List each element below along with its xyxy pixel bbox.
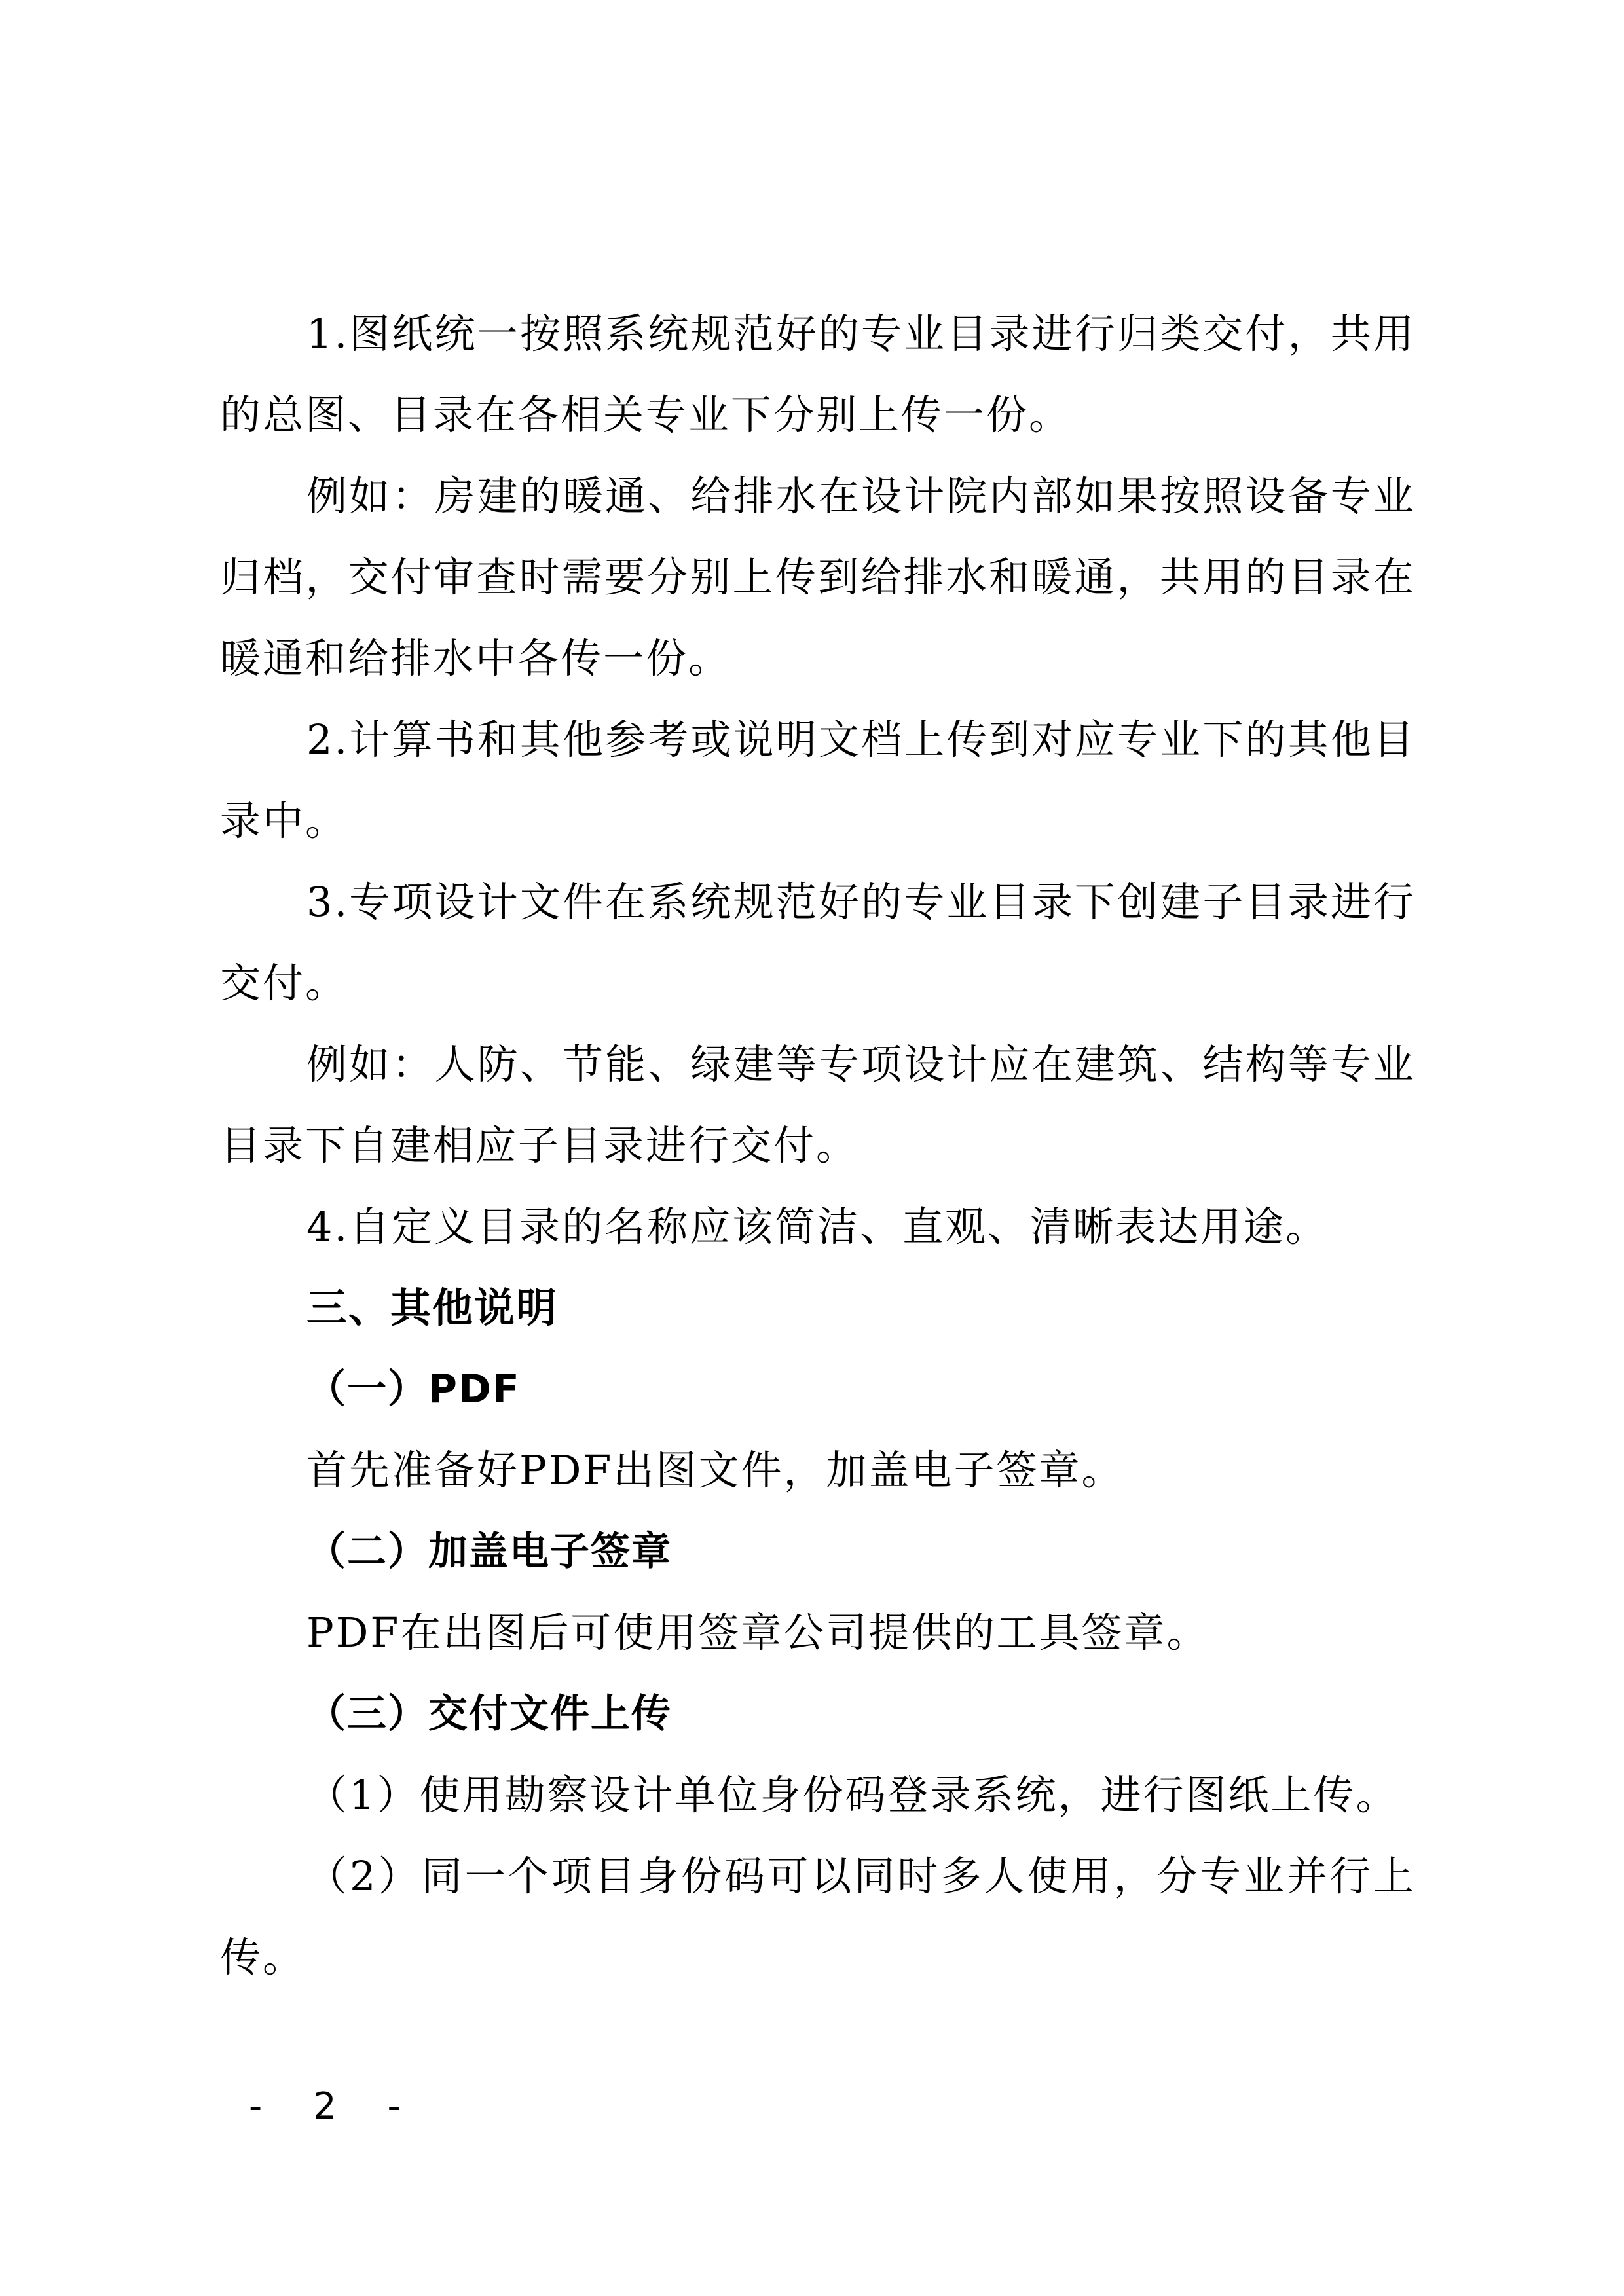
document-body (220, 293, 1416, 1998)
paragraph-rule-4: 4.自定义目录的名称应该简洁、直观、清晰表达用途。 (306, 1203, 1329, 1250)
page-number: - 2 - (249, 2085, 420, 2128)
paragraph-rule-1-example: 例如：房建的暖通、给排水在设计院内部如果按照设备专业归档，交付审查时需要分别上传到给排水和暖通，共用的目录在暖通和给排水中各传一份。 (220, 472, 1416, 682)
subsection-heading-e-signature: （二）加盖电子签章 (306, 1529, 672, 1575)
paragraph-rule-3-example: 例如：人防、节能、绿建等专项设计应在建筑、结构等专业目录下自建相应子目录进行交付。 (220, 1040, 1416, 1169)
upload-item-1: （1）使用勘察设计单位身份码登录系统，进行图纸上传。 (306, 1771, 1399, 1819)
upload-item-2: （2）同一个项目身份码可以同时多人使用，分专业并行上传。 (220, 1852, 1416, 1981)
paragraph-rule-3: 3.专项设计文件在系统规范好的专业目录下创建子目录进行交付。 (220, 878, 1416, 1007)
paragraph-rule-2: 2.计算书和其他参考或说明文档上传到对应专业下的其他目录中。 (220, 716, 1416, 845)
subsection-heading-pdf: （一）PDF (306, 1366, 521, 1412)
section-heading-other-notes: 三、其他说明 (306, 1284, 559, 1332)
paragraph-pdf: 首先准备好PDF出图文件，加盖电子签章。 (306, 1446, 1124, 1494)
subsection-heading-upload: （三）交付文件上传 (306, 1691, 672, 1737)
paragraph-e-signature: PDF在出图后可使用签章公司提供的工具签章。 (306, 1609, 1209, 1656)
paragraph-rule-1: 1.图纸统一按照系统规范好的专业目录进行归类交付，共用的总图、目录在各相关专业下分别上传一份。 (220, 310, 1416, 439)
